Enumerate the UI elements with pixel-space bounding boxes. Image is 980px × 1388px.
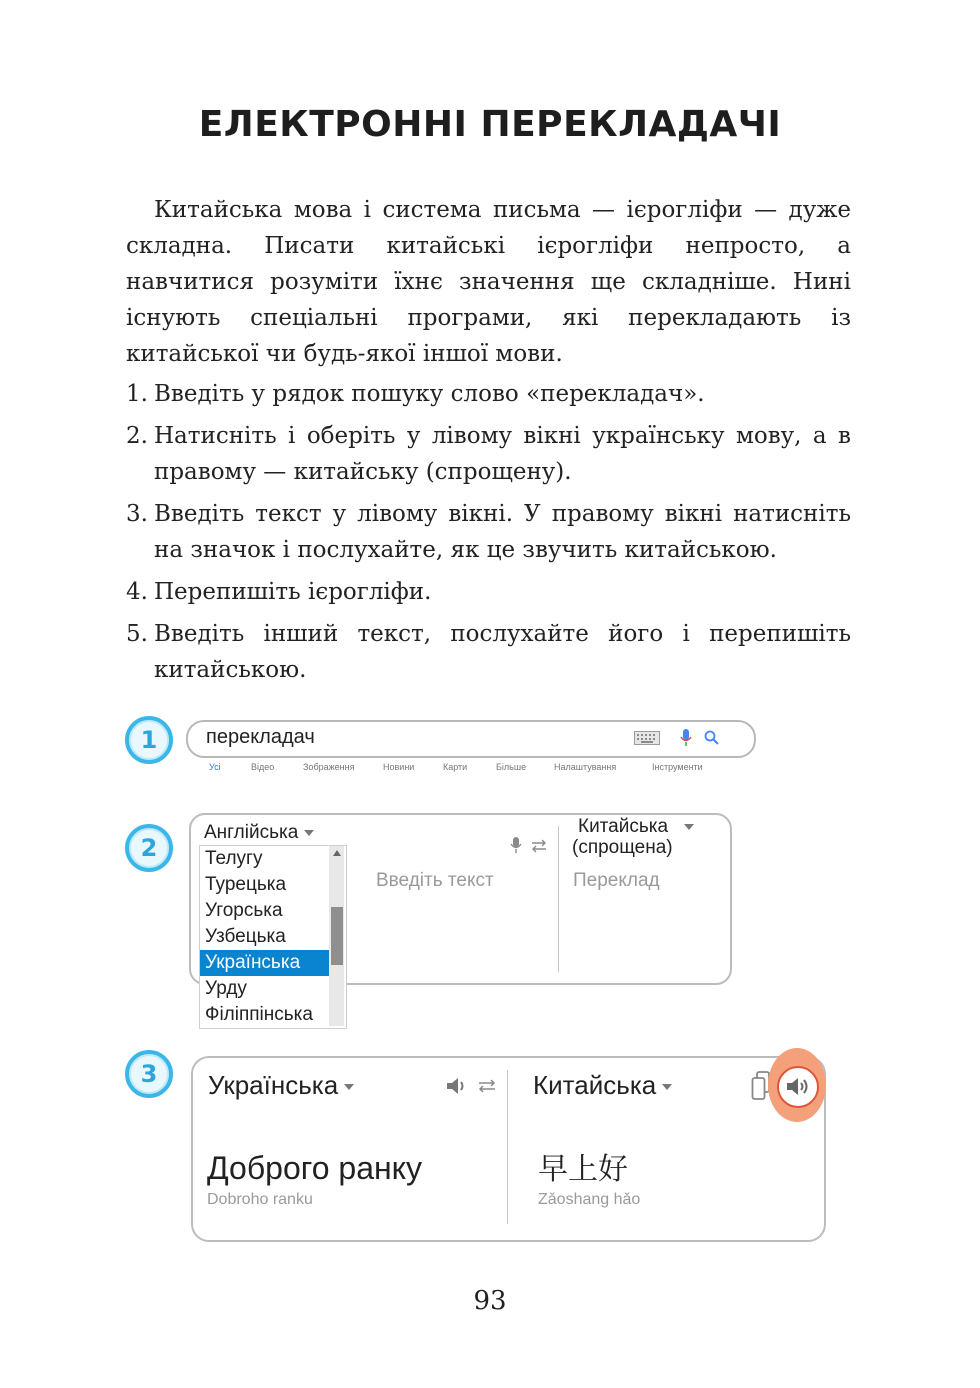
language-option[interactable]: Телугу	[205, 848, 263, 869]
list-item	[126, 418, 851, 490]
text-input-area[interactable]: Введіть текст	[376, 870, 494, 891]
scrollbar-thumb[interactable]	[331, 907, 343, 965]
step-number: 4.	[126, 579, 148, 605]
step-number: 2.	[126, 423, 148, 449]
microphone-icon[interactable]	[510, 837, 522, 855]
target-language-dropdown[interactable]	[572, 816, 712, 858]
tab-news[interactable]: Новини	[383, 762, 415, 772]
dropdown-arrow-icon	[304, 830, 314, 836]
page-number: 93	[473, 1286, 507, 1316]
tab-images[interactable]: Зображення	[303, 762, 355, 772]
swap-languages-icon[interactable]	[529, 838, 549, 854]
source-text[interactable]: Доброго ранку	[207, 1150, 423, 1186]
step-text: Введіть текст у лівому вікні. У правому вікні натисніть на значок і послухайте, як це звучить китайською.	[154, 501, 851, 563]
scroll-up-icon[interactable]	[332, 849, 342, 857]
step-number: 5.	[126, 621, 148, 647]
language-option[interactable]: Філіппінська	[205, 1004, 313, 1025]
target-language-dropdown[interactable]	[533, 1070, 672, 1101]
panel-divider	[558, 826, 559, 972]
instruction-list	[126, 376, 851, 694]
swap-languages-icon[interactable]	[476, 1077, 498, 1095]
list-item	[126, 574, 851, 610]
speaker-icon[interactable]	[445, 1075, 469, 1097]
tab-all[interactable]: Усі	[209, 762, 221, 772]
step-number: 3.	[126, 501, 148, 527]
tab-settings[interactable]: Налаштування	[554, 762, 617, 772]
translation-output: Переклад	[573, 870, 660, 891]
language-option[interactable]: Урду	[205, 978, 247, 999]
listen-button[interactable]	[777, 1066, 819, 1108]
tab-more[interactable]: Більше	[496, 762, 527, 772]
step-number: 1.	[126, 381, 148, 407]
language-option[interactable]: Узбецька	[205, 926, 286, 947]
dropdown-arrow-icon	[662, 1084, 672, 1090]
step-badge-1: 1	[125, 716, 173, 764]
language-list[interactable]	[199, 845, 347, 1029]
tab-video[interactable]: Відео	[251, 762, 275, 772]
language-option[interactable]: Угорська	[205, 900, 283, 921]
speaker-icon	[785, 1075, 811, 1099]
translated-pinyin: Zǎoshang hǎo	[538, 1191, 641, 1208]
list-item	[126, 496, 851, 568]
step-text: Перепишіть ієрогліфи.	[154, 579, 432, 605]
tab-tools[interactable]: Інструменти	[652, 762, 703, 772]
dropdown-arrow-icon	[684, 824, 694, 830]
step-text: Натисніть і оберіть у лівому вікні українську мову, а в правому — китайську (спрощену).	[154, 423, 851, 485]
list-item	[126, 376, 851, 412]
step-text: Введіть інший текст, послухайте його і перепишіть китайською.	[154, 621, 851, 683]
microphone-icon[interactable]	[680, 729, 692, 747]
source-language-label: Англійська	[204, 822, 299, 843]
translated-text[interactable]: 早上好	[538, 1152, 628, 1187]
target-language-label-variant: (спрощена)	[572, 837, 673, 858]
step-badge-2: 2	[125, 824, 173, 872]
target-language-label: Китайська	[533, 1070, 657, 1100]
dropdown-arrow-icon	[344, 1084, 354, 1090]
panel-divider	[507, 1070, 508, 1224]
language-option-selected[interactable]: Українська	[200, 950, 335, 976]
source-language-dropdown[interactable]	[204, 822, 314, 844]
step-text: Введіть у рядок пошуку слово «перекладач».	[154, 381, 705, 407]
tab-maps[interactable]: Карти	[443, 762, 468, 772]
keyboard-icon[interactable]	[634, 731, 660, 745]
list-item	[126, 616, 851, 688]
source-language-dropdown[interactable]	[208, 1070, 354, 1101]
language-option[interactable]: Турецька	[205, 874, 287, 895]
target-language-label: Китайська	[578, 816, 669, 837]
source-language-label: Українська	[208, 1070, 339, 1100]
source-transliteration: Dobroho ranku	[207, 1191, 313, 1208]
step-badge-3: 3	[125, 1050, 173, 1098]
search-input[interactable]: перекладач	[206, 726, 315, 748]
intro-paragraph: Китайська мова і система письма — ієрогліфи — дуже складна. Писати китайські ієрогліфи непросто, а навчитися розуміти їхнє значення ще складніше. Нині існують спеціальні програми, які перекладають із китайської чи будь-якої іншої мови.	[126, 197, 851, 367]
search-icon[interactable]	[704, 730, 720, 746]
page-title: ЕЛЕКТРОННІ ПЕРЕКЛАДАЧІ	[198, 104, 782, 145]
